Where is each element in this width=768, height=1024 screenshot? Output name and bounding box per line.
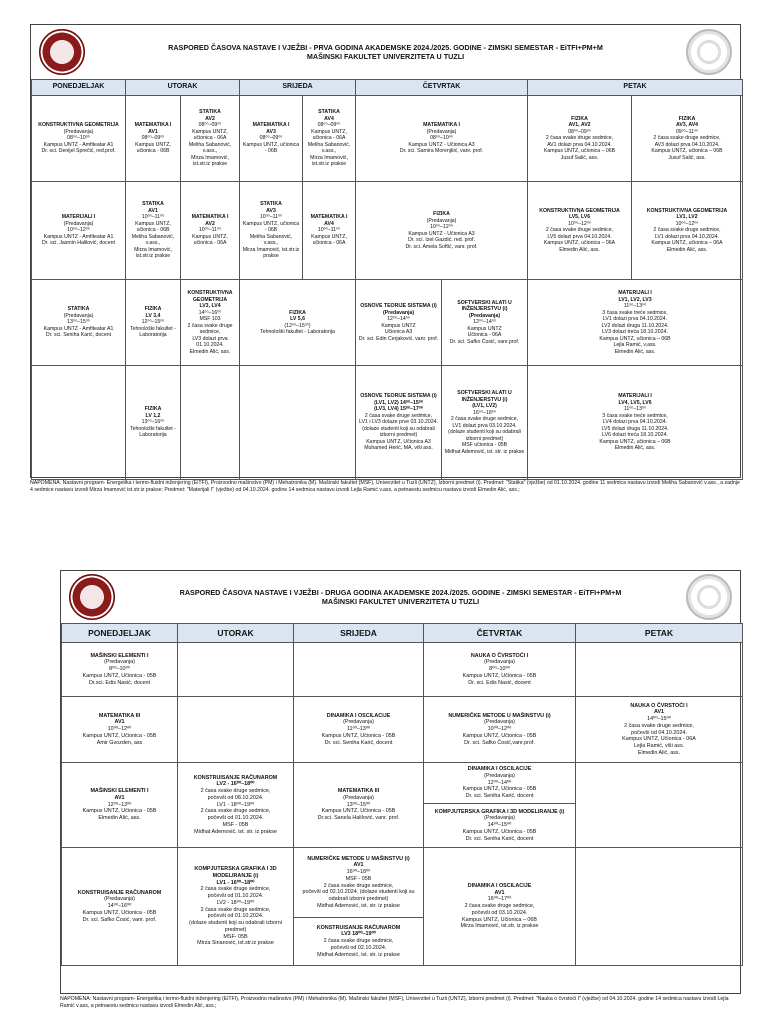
class-details: 2 časa svake druge sedmice, počevši od 02.10.2024. Midhat Ademović, ist. str. iz prakse (317, 938, 400, 958)
faculty-seal-logo (678, 571, 740, 623)
schedule-note: NAPOMENA: Nastavni program- Energetika i termo-fluidni inženjering (EiTFI), Proizvodno mašinstvo (PM) i Mehatronika (M). Mašinski fakultet (MSF), Univerzitet u Tuzli (UNTZ), Izborni predmet (i). Predmet: "Statika" (vježbe) od 01.10.2024. godine 11 sedmica nastavu izvodi Meliha Sabanović v.ass., a zadnje 4 sedmice nastavu izvodi Mirza Imamović ist.str.iz prakse; Predmet: "Materijali I" (vježbe) od 04.10.2024. godine 14 sedmica nastavu izvodi Lejla Ramić v.ass, a petnaestu sedmicu nastavu izvodi Elmedin Alić, ass.; (30, 480, 740, 493)
empty-cell (294, 643, 424, 697)
class-title: DINAMIKA I OSCILACIJE AV1 (467, 882, 532, 896)
class-details: (Predavanja) 08⁰⁰–10⁰⁰ Kampus UNTZ - Amfiteatar A1 Dr. sci. Denijel Sprečić, red.prof. (41, 128, 116, 155)
class-cell (32, 182, 126, 280)
class-details: 08⁰⁰–09⁰⁰ Kampus UNTZ, učionica - 06A Meliha Sabanović, v.ass., Mirza Imamović, ist.str.iz prakse (188, 122, 232, 168)
class-details: 13⁰⁰–16⁰⁰ Tehnološki fakultet - Laboratorija (130, 419, 176, 439)
class-cell (62, 848, 178, 966)
class-title: NUMERIČKE METODE U MAŠINSTVU (i) (448, 712, 551, 719)
class-cell (424, 643, 576, 697)
class-title: MATERIJALI I (61, 214, 96, 221)
class-title: MATERIJALI I LV1, LV2, LV3 (618, 290, 652, 303)
class-title: NUMERIČKE METODE U MAŠINSTVU (i) AV1 (307, 855, 410, 869)
class-details: (Predavanja) 8⁰⁰–10⁰⁰ Kampus UNTZ, Učionica - 05B Dr.sci. Edis Nasić, docent (82, 659, 157, 686)
class-title: MATEMATIKA I AV2 (191, 214, 229, 227)
timetable-row (62, 763, 743, 804)
class-title: NAUKA O ČVRSTOĆI I AV1 (630, 702, 688, 716)
class-cell (126, 366, 181, 480)
schedule-first-year (30, 24, 741, 478)
class-title: MATEMATIKA I AV1 (134, 122, 172, 135)
class-details: 2 časa svake druge sedmice, LV1 i LV3 dolaze prve 03.10.2024. (dolaze studenti koji su odabrali izborni predmet) Kampus UNTZ, Učionica A3 Muhamed Herić, MA, viši ass. (359, 412, 438, 452)
title-line-2: MAŠINSKI FAKULTET UNIVERZITETA U TUZLI (321, 597, 480, 606)
class-title: STATIKA AV3 (260, 201, 282, 214)
class-details: 10⁰⁰–12⁰⁰ Kampus UNTZ, Učionica - 05B Amir Gvozden, ass (82, 726, 157, 746)
class-cell (424, 697, 576, 763)
class-cell (424, 804, 576, 848)
timetable (61, 623, 743, 966)
class-title: FIZIKA AV1, AV2 (568, 115, 591, 129)
day-header-monday: PONEDJELJAK (32, 80, 126, 96)
class-title: MATEMATIKA III AV1 (98, 712, 141, 726)
class-cell (356, 96, 528, 182)
day-header-row (62, 624, 743, 643)
class-title: KOMPJUTERSKA GRAFIKA I 3D MODELIRANJE (i) (434, 808, 565, 815)
timetable-row (62, 643, 743, 697)
class-details: 16⁰⁰–18⁰⁰ MSF - 05B 2 časa svake druge sedmice, počevši od 02.10.2024. (dolaze studenti koji su odabrali izborni predmet) Midhat Ademović, ist. str. iz prakse (302, 869, 415, 909)
class-title: MATEMATIKA I (423, 122, 460, 129)
class-cell (178, 848, 294, 966)
class-details: 08⁰⁰–09⁰⁰ Kampus UNTZ, učionica - 06B (242, 135, 300, 155)
class-cell (576, 697, 743, 763)
class-cell (424, 763, 576, 804)
class-cell (294, 763, 424, 848)
class-cell (240, 96, 303, 182)
class-details: 16⁰⁰–17⁰⁰ 2 časa svake druge sedmice, počevši od 03.10.2024. Kampus UNTZ, Učionica – 06B Mirza Imamović, ist.str. iz prakse (460, 896, 539, 930)
class-details: 08⁰⁰–09⁰⁰ 2 časa svake druge sedmice, AV1 dolazi prva 04.10.2024. Kampus UNTZ, učionica – 06B Jusuf Salić, ass. (543, 128, 616, 161)
class-cell (528, 366, 743, 480)
class-title: KOMPJUTERSKA GRAFIKA I 3D MODELIRANJE (i) LV1 - 16⁰⁰–18⁰⁰ (194, 866, 277, 886)
university-seal-logo (31, 25, 93, 79)
class-title: MATEMATIKA I AV4 (310, 214, 348, 227)
empty-cell (181, 366, 240, 480)
class-details: (Predavanja) 8⁰⁰–10⁰⁰ Kampus UNTZ, Učionica - 05B Dr. sci. Edis Nasić, docent (462, 659, 537, 686)
class-cell (528, 182, 632, 280)
day-header-row (32, 80, 743, 96)
class-title: STATIKA AV1 (142, 201, 164, 214)
class-details: (Predavanja) 12⁰⁰–14⁰⁰ Kampus UNTZ, Učionica - 05B Dr. sci. Seniha Karić, docent (462, 772, 537, 800)
class-cell (303, 182, 356, 280)
class-details: 16⁰⁰–18⁰⁰ 2 časa svake druge sedmice, LV1 dolazi prva 03.10.2024. (dolaze studenti koji su odabrali izborni predmet) MSF učionica - 05B Midhat Ademović, ist. str. iz prakse (444, 409, 525, 455)
schedule-second-year (60, 570, 741, 994)
class-title: MAŠINSKI ELEMENTI I AV1 (90, 788, 149, 801)
class-cell (303, 96, 356, 182)
class-details: 09⁰⁰–11⁰⁰ 2 časa svake druge sedmice, AV3 dolazi prva 04.10.2024. Kampus UNTZ, učionica – 06B Jusuf Salić, ass. (651, 128, 723, 161)
class-title: MATEMATIKA III (337, 788, 380, 795)
empty-cell (240, 366, 356, 480)
class-title: SOFTVERSKI ALATI U INŽENJERSTVU (i) (Predavanja) (457, 299, 512, 319)
class-title: KONSTRUISANJE RAČUNAROM (77, 889, 162, 896)
timetable-row (62, 697, 743, 763)
class-cell (178, 763, 294, 848)
class-cell (442, 366, 528, 480)
class-details: 11⁰⁰–13⁰⁰ 3 časa svake treće sedmice, LV1 dolazi prva 04.10.2024. LV2 dolazi druga 11.10.2024. LV3 dolazi treća 18.10.2024. Kampus UNTZ, učionica – 06B Lejla Ramić, v.ass. Elmedin Alić, ass. (599, 303, 671, 355)
class-title: SOFTVERSKI ALATI U INŽENJERSTVU (i) (LV1, LV2) (457, 390, 512, 409)
class-title: DINAMIKA I OSCILACIJE (326, 712, 391, 719)
class-title: MAŠINSKI ELEMENTI I (90, 652, 149, 659)
empty-cell (32, 366, 126, 480)
schedule-header (61, 571, 740, 624)
class-cell (126, 280, 181, 366)
class-title: FIZIKA (433, 211, 450, 217)
class-details: 11⁰⁰–13⁰⁰ 3 časa svake treće sedmice, LV4 dolazi prva 04.10.2024. LV5 dolazi druga 11.10.2024. LV6 dolazi treća 18.10.2024. Kampus UNTZ, učionica – 06B Elmedin Alić, ass. (599, 406, 671, 452)
day-header-wednesday: SRIJEDA (294, 624, 424, 643)
class-title: KONSTRUKTIVNA GEOMETRIJA (38, 122, 119, 129)
class-details: 10⁰⁰–12⁰⁰ 2 časa svake druge sedmice, LV5 dolazi prva 04.10.2024. Kampus UNTZ, učionica – 06A Elmedin Alić, ass. (543, 220, 616, 253)
class-details: (Predavanja) 11⁰⁰–13⁰⁰ Kampus UNTZ, Učionica - 05B Dr. sci. Seniha Karić, docent (321, 719, 396, 746)
class-cell (126, 96, 181, 182)
class-details: (Predavanja) 10⁰⁰–12⁰⁰ Kampus UNTZ, Učionica - 05B Dr. sci. Safko Ćosić,vanr.prof. (462, 719, 537, 746)
day-header-thursday: ČETVRTAK (424, 624, 576, 643)
class-details: (Predavanja) 14⁰⁰–15⁰⁰ Kampus UNTZ, Učionica - 05B Dr. sci. Seniha Karić, docent (462, 815, 537, 842)
class-details: (Predavanja) 13⁰⁰–15⁰⁰ Kampus UNTZ, Učionica - 05B Dr.sci. Sanela Halilović, vanr. prof. (317, 794, 400, 822)
class-title: FIZIKA AV3, AV4 (675, 115, 699, 129)
class-title: MATEMATIKA I AV3 (252, 122, 290, 135)
class-details: (Predavanja) 14⁰⁰–16⁰⁰ Kampus UNTZ, Učionica - 05B Dr. sci. Safko Ćosić, vanr. prof. (82, 896, 157, 923)
class-details: 10⁰⁰–12⁰⁰ 2 časa svake druge sedmice, LV1 dolazi prva 04.10.2024. Kampus UNTZ, učionica – 06A Elmedin Alić, ass. (651, 220, 723, 253)
class-details: 10⁰⁰–11⁰⁰ Kampus UNTZ, učionica - 06A (311, 227, 347, 247)
timetable-row (62, 848, 743, 918)
class-title: FIZIKA LV 1,2 (144, 406, 162, 419)
day-header-friday: PETAK (528, 80, 743, 96)
class-cell (424, 848, 576, 966)
class-cell (632, 182, 743, 280)
class-title: MATERIJALI I LV4, LV5, LV6 (618, 393, 652, 406)
class-title: KONSTRUISANJE RAČUNAROM LV3 18⁰⁰–19⁰⁰ (316, 924, 401, 938)
class-details: 08⁰⁰–09⁰⁰ Kampus UNTZ, učionica - 06A Meliha Sabanović, v.ass., Mirza Imamović, ist.str.iz prakse (307, 122, 351, 168)
day-header-tuesday: UTORAK (178, 624, 294, 643)
timetable-row (32, 182, 743, 280)
day-header-thursday: ČETVRTAK (356, 80, 528, 96)
class-cell (181, 96, 240, 182)
class-cell (240, 280, 356, 366)
faculty-seal-logo (678, 25, 740, 79)
class-cell (62, 643, 178, 697)
class-title: STATIKA AV2 (199, 109, 221, 122)
schedule-header (31, 25, 740, 80)
class-title: KONSTRUKTIVNA GEOMETRIJA LV3, LV4 (187, 290, 233, 309)
schedule-title (93, 43, 678, 61)
class-details: 10⁰⁰–11⁰⁰ Kampus UNTZ, učionica - 06B Meliha Sabanović, v.ass., Mirza Imamović, ist.str.iz prakse (131, 214, 175, 260)
class-cell (632, 96, 743, 182)
empty-cell (576, 848, 743, 966)
class-cell (356, 366, 442, 480)
title-line-1: RASPORED ČASOVA NASTAVE I VJEŽBI - PRVA GODINA AKADEMSKE 2024./2025. GODINE - ZIMSKI SEMESTAR - EiTFI+PM+M (168, 43, 603, 52)
class-title: KONSTRUKTIVNA GEOMETRIJA LV1, LV2 (646, 207, 728, 221)
class-cell (181, 280, 240, 366)
class-title: NAUKA O ČVRSTOĆI I (470, 652, 529, 659)
class-details: (Predavanja) 10⁰⁰–12⁰⁰ Kampus UNTZ - Učionica A3 Dr. sci. Izet Gazdić, red. prof. Dr. sci. Amela Softić, vanr. prof. (405, 217, 478, 250)
class-details: 12⁰⁰–13⁰⁰ Kampus UNTZ, Učionica - 05B Elmedin Alić, ass. (82, 801, 157, 822)
class-details: 12⁰⁰–14⁰⁰ Kampus UNTZ Učionica - 06A Dr. sci. Safko Ćosić, vanr.prof. (449, 319, 520, 345)
schedule-title (123, 588, 678, 606)
empty-cell (576, 763, 743, 848)
timetable-row (32, 96, 743, 182)
class-details: (Predavanja) 10⁰⁰–12⁰⁰ Kampus UNTZ - Amfiteatar A1 Dr. sci. Jasmin Halilović, docent (42, 220, 115, 247)
class-cell (294, 848, 424, 918)
class-details: 14⁰⁰–16⁰⁰ MSF 103 2 časa svake druge sedmice, LV3 dolazi prva 01.10.2024. Elmedin Alić, ass. (187, 309, 233, 355)
class-cell (442, 280, 528, 366)
class-details: 12⁰⁰–14⁰⁰ Kampus UNTZ Učionica A3 Dr. sci. Edin Cerjaković, vanr. prof. (358, 316, 439, 342)
class-title: OSNOVE TEORIJE SISTEMA (i) (Predavanja) (360, 303, 437, 316)
class-details: 12⁰⁰–15⁰⁰ Tehnološki fakultet - Laboratorija (130, 319, 176, 339)
class-title: OSNOVE TEORIJE SISTEMA (i) (LV1, LV2) 14⁰⁰–15⁰⁰ (LV3, LV4) 15⁰⁰–17⁰⁰ (360, 393, 437, 413)
timetable (31, 79, 743, 480)
empty-cell (178, 697, 294, 763)
class-cell (356, 280, 442, 366)
empty-cell (178, 643, 294, 697)
class-details: 2 časa svake druge sedmice, počevši od 01.10.2024. LV2 - 18⁰⁰–19⁰⁰ 2 časa svake druge sedmice, počevši od 01.10.2024. (dolaze studenti koji su odabrali izborni predmet) MSF- 05B Mirza Sinanović, ist.str.iz prakse (189, 886, 282, 947)
class-cell (528, 280, 743, 366)
empty-cell (576, 643, 743, 697)
timetable-row (32, 366, 743, 480)
title-line-1: RASPORED ČASOVA NASTAVE I VJEŽBI - DRUGA GODINA AKADEMSKE 2024./2025. GODINE - ZIMSKI SEMESTAR - EiTFI+PM+M (179, 588, 622, 597)
class-details: 10⁰⁰–11⁰⁰ Kampus UNTZ, učionica - 06B Meliha Sabanović, v.ass., Mirza Imamović, ist.str.iz prakse (242, 214, 300, 260)
class-details: 14⁰⁰–15⁰⁰ 2 časa svake druge sedmice, počevši od 04.10.2024. Kampus UNTZ, Učionica - 06A Lejla Ramić, viši ass. Elmedin Alić, ass. (622, 716, 696, 756)
class-cell (294, 918, 424, 966)
timetable-row (32, 280, 743, 366)
class-details: (12⁰⁰–15⁰⁰) Tehnološki fakultet - Laboratorija (260, 322, 335, 335)
title-line-2: MAŠINSKI FAKULTET UNIVERZITETA U TUZLI (306, 52, 465, 61)
day-header-wednesday: SRIJEDA (240, 80, 356, 96)
day-header-monday: PONEDJELJAK (62, 624, 178, 643)
class-title: KONSTRUISANJE RAČUNAROM LV2 - 16⁰⁰–18⁰⁰ (193, 774, 278, 788)
class-title: FIZIKA LV 3,4 (144, 306, 162, 319)
schedule-note: NAPOMENA: Nastavni program- Energetika i termo-fluidni inženjering (EiTFI), Proizvodno mašinstvo (PM) i Mehatronika (M). Mašinski fakultet (MSF), Univerzitet u Tuzli (UNTZ), Izborni predmet (i). Predmet: "Nauka o čvrstoći I" (vježbe) od 04.10.2024. godine 14 sedmica nastavu izvodi Lejla Ramić v.ass, a petnaestu sedmicu nastavu izvodi Elmedin Alić, ass.; (60, 996, 729, 1009)
class-cell (294, 697, 424, 763)
class-cell (356, 182, 528, 280)
class-cell (32, 96, 126, 182)
class-title: DINAMIKA I OSCILACIJE (467, 766, 532, 773)
class-title: STATIKA (67, 306, 90, 313)
class-details: (Predavanja) 13⁰⁰–15⁰⁰ Kampus UNTZ - Amfiteatar A1 Dr. sci. Seniha Karić, docent (43, 312, 114, 339)
class-details: 10⁰⁰–11⁰⁰ Kampus UNTZ, učionica - 06A (192, 227, 228, 247)
day-header-tuesday: UTORAK (126, 80, 240, 96)
class-title: KONSTRUKTIVNA GEOMETRIJA LV5, LV6 (539, 207, 620, 221)
class-cell (181, 182, 240, 280)
class-cell (62, 697, 178, 763)
class-cell (32, 280, 126, 366)
class-details: 2 časa svake druge sedmice, počevši od 08.10.2024. LV1 - 18⁰⁰–19⁰⁰ 2 časa svake druge sedmice, počevši od 01.10.2024. MSF - 05B Midhat Ademović, ist. str. iz prakse (194, 788, 277, 835)
class-details: (Predavanja) 08⁰⁰–10⁰⁰ Kampus UNTZ - Učionica A3 Dr. sci. Samira Morenjkić, vanr. prof. (399, 128, 484, 155)
class-title: STATIKA AV4 (318, 109, 340, 122)
class-cell (240, 182, 303, 280)
class-title: FIZIKA LV 5,6 (289, 309, 306, 322)
class-cell (528, 96, 632, 182)
day-header-friday: PETAK (576, 624, 743, 643)
class-cell (62, 763, 178, 848)
class-cell (126, 182, 181, 280)
class-details: 08⁰⁰–09⁰⁰ Kampus UNTZ, učionica - 06B (135, 135, 171, 155)
university-seal-logo (61, 571, 123, 623)
